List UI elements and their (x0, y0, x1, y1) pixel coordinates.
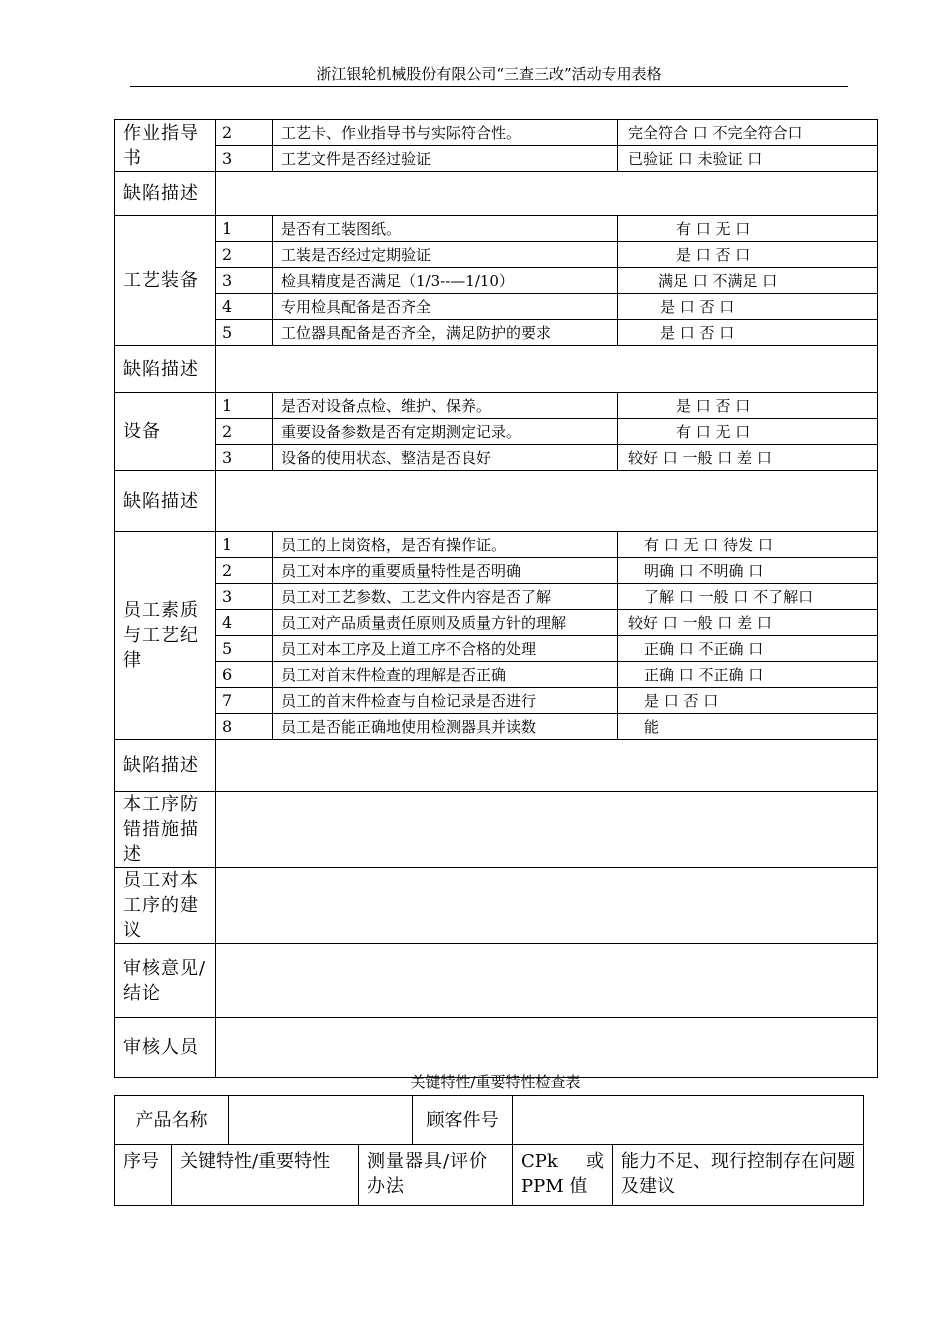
defect-label: 缺陷描述 (115, 471, 216, 532)
item-text: 重要设备参数是否有定期测定记录。 (273, 419, 618, 445)
item-no: 1 (216, 532, 273, 558)
reviewer-label: 审核人员 (115, 1018, 216, 1078)
item-text: 员工对首末件检查的理解是否正确 (273, 662, 618, 688)
defect-field[interactable] (216, 740, 878, 792)
item-no: 3 (216, 445, 273, 471)
review-opinion-field[interactable] (216, 944, 878, 1018)
item-options[interactable]: 是 口 否 口 (618, 393, 878, 419)
header-or: 或 (586, 1151, 604, 1172)
item-options[interactable]: 明确 口 不明确 口 (618, 558, 878, 584)
item-text: 员工对产品质量责任原则及质量方针的理解 (273, 610, 618, 636)
item-text: 是否对设备点检、维护、保养。 (273, 393, 618, 419)
customer-part-label: 顾客件号 (413, 1096, 513, 1145)
item-no: 4 (216, 294, 273, 320)
item-no: 6 (216, 662, 273, 688)
product-name-label: 产品名称 (115, 1096, 229, 1145)
category-equipment: 设备 (115, 393, 216, 471)
item-options[interactable]: 了解 口 一般 口 不了解口 (618, 584, 878, 610)
item-options[interactable]: 已验证 口 未验证 口 (618, 146, 878, 172)
inspection-table (114, 119, 878, 1078)
suggestion-field[interactable] (216, 868, 878, 944)
defect-label: 缺陷描述 (115, 172, 216, 216)
item-options[interactable]: 满足 口 不满足 口 (618, 268, 878, 294)
header-cpk-ppm (513, 1145, 613, 1206)
defect-label: 缺陷描述 (115, 740, 216, 792)
item-text: 工装是否经过定期验证 (273, 242, 618, 268)
header-cpk: CPk (521, 1151, 558, 1172)
reviewer-field[interactable] (216, 1018, 878, 1078)
customer-part-field[interactable] (513, 1096, 864, 1145)
item-no: 1 (216, 393, 273, 419)
item-no: 7 (216, 688, 273, 714)
item-text: 员工的首末件检查与自检记录是否进行 (273, 688, 618, 714)
header-capability: 能力不足、现行控制存在问题及建议 (613, 1145, 864, 1206)
item-text: 员工对工艺参数、工艺文件内容是否了解 (273, 584, 618, 610)
item-text: 专用检具配备是否齐全 (273, 294, 618, 320)
category-instruction: 作业指导书 (115, 120, 216, 172)
defect-label: 缺陷描述 (115, 346, 216, 393)
defect-field[interactable] (216, 172, 878, 216)
item-no: 2 (216, 120, 273, 146)
item-text: 是否有工装图纸。 (273, 216, 618, 242)
product-name-field[interactable] (229, 1096, 413, 1145)
defect-field[interactable] (216, 471, 878, 532)
header-key-char: 关键特性/重要特性 (172, 1145, 359, 1206)
key-char-title: 关键特性/重要特性检查表 (410, 1073, 581, 1091)
item-text: 员工的上岗资格，是否有操作证。 (273, 532, 618, 558)
item-options[interactable]: 是 口 否 口 (618, 242, 878, 268)
item-options[interactable]: 较好 口 一般 口 差 口 (618, 445, 878, 471)
header-measurement: 测量器具/评价办法 (359, 1145, 513, 1206)
item-options[interactable]: 能 (618, 714, 878, 740)
item-no: 3 (216, 146, 273, 172)
item-no: 8 (216, 714, 273, 740)
item-options[interactable]: 有 口 无 口 (618, 419, 878, 445)
header-seq: 序号 (115, 1145, 172, 1206)
item-no: 3 (216, 268, 273, 294)
item-no: 5 (216, 320, 273, 346)
document-header: 浙江银轮机械股份有限公司“三查三改”活动专用表格 (316, 65, 662, 83)
item-no: 5 (216, 636, 273, 662)
suggestion-label: 员工对本工序的建议 (115, 868, 216, 944)
item-text: 员工对本工序及上道工序不合格的处理 (273, 636, 618, 662)
review-opinion-label: 审核意见/结论 (115, 944, 216, 1018)
item-no: 2 (216, 558, 273, 584)
item-text: 工艺卡、作业指导书与实际符合性。 (273, 120, 618, 146)
item-text: 检具精度是否满足（1/3--—1/10） (273, 268, 618, 294)
item-options[interactable]: 完全符合 口 不完全符合口 (618, 120, 878, 146)
defect-field[interactable] (216, 346, 878, 393)
item-options[interactable]: 较好 口 一般 口 差 口 (618, 610, 878, 636)
item-text: 员工对本序的重要质量特性是否明确 (273, 558, 618, 584)
item-no: 2 (216, 242, 273, 268)
item-no: 1 (216, 216, 273, 242)
header-rule (130, 86, 848, 87)
item-text: 员工是否能正确地使用检测器具并读数 (273, 714, 618, 740)
item-no: 2 (216, 419, 273, 445)
item-text: 设备的使用状态、整洁是否良好 (273, 445, 618, 471)
header-ppm: PPM 值 (521, 1176, 588, 1197)
item-text: 工艺文件是否经过验证 (273, 146, 618, 172)
item-no: 4 (216, 610, 273, 636)
item-options[interactable]: 正确 口 不正确 口 (618, 662, 878, 688)
item-options[interactable]: 正确 口 不正确 口 (618, 636, 878, 662)
item-options[interactable]: 是 口 否 口 (618, 320, 878, 346)
item-options[interactable]: 是 口 否 口 (618, 294, 878, 320)
item-text: 工位器具配备是否齐全，满足防护的要求 (273, 320, 618, 346)
mistake-proofing-field[interactable] (216, 792, 878, 868)
key-characteristics-table (114, 1095, 864, 1206)
item-options[interactable]: 是 口 否 口 (618, 688, 878, 714)
item-no: 3 (216, 584, 273, 610)
item-options[interactable]: 有 口 无 口 待发 口 (618, 532, 878, 558)
item-options[interactable]: 有 口 无 口 (618, 216, 878, 242)
mistake-proofing-label: 本工序防错措施描述 (115, 792, 216, 868)
category-tooling: 工艺装备 (115, 216, 216, 346)
category-staff: 员工素质与工艺纪律 (115, 532, 216, 740)
